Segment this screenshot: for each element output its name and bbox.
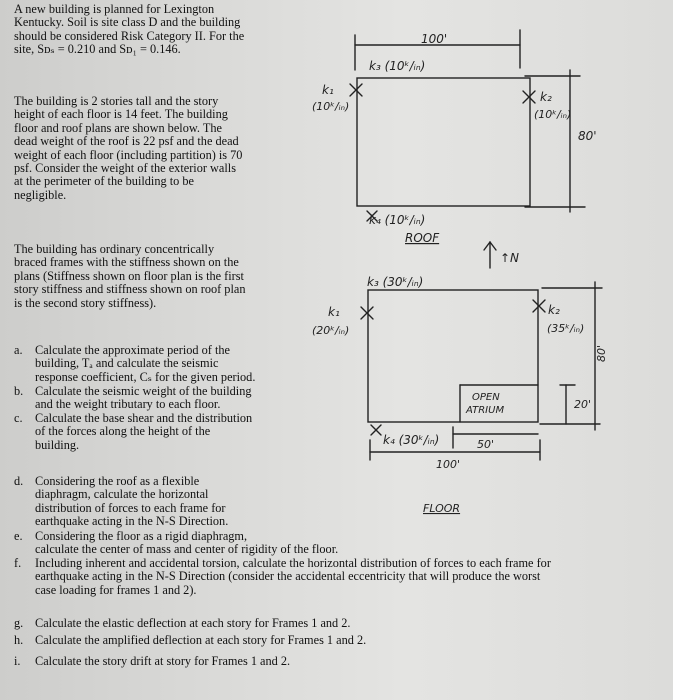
- roof-outline: [357, 78, 530, 206]
- question-letter: c.: [14, 411, 23, 425]
- text-line: Calculate the elastic deflection at each story for Frames 1 and 2.: [35, 616, 351, 630]
- question-letter: d.: [14, 474, 24, 488]
- text-line: Calculate the seismic weight of the building: [35, 384, 252, 398]
- floor-k1-label: k₁: [328, 305, 340, 319]
- k1-mark-icon: [361, 307, 373, 319]
- north-arrow: [484, 242, 496, 268]
- floor-plan-title: FLOOR: [423, 502, 461, 515]
- k2-mark-icon: [533, 300, 545, 312]
- text-line: Including inherent and accidental torsion, calculate the horizontal distribution of forces to each frame for: [35, 556, 551, 570]
- text-line: Considering the floor as a rigid diaphragm,: [35, 529, 248, 543]
- text-line: The building has ordinary concentrically: [14, 242, 215, 256]
- floor-dim-50: 50': [477, 438, 495, 451]
- text-line: story stiffness and stiffness shown on roof plan: [14, 282, 246, 297]
- roof-k3-label: k₃ (10ᵏ/ᵢₙ): [369, 59, 426, 73]
- text-line: building, Tₐ and calculate the seismic: [35, 356, 219, 371]
- text-line: of the forces along the height of the: [35, 424, 211, 439]
- text-line: height of each floor is 14 feet. The building: [14, 107, 228, 122]
- text-line: weight of each floor (including partition) is 70: [14, 147, 243, 162]
- text-line: earthquake acting in the N-S Direction (consider the accidental eccentricity that will produce the worst: [35, 569, 541, 584]
- question-letter: a.: [14, 343, 23, 357]
- text-line: response coefficient, Cₛ for the given period.: [35, 369, 256, 384]
- text-line: negligible.: [14, 187, 67, 202]
- text-line: Calculate the amplified deflection at each story for Frames 1 and 2.: [35, 633, 367, 647]
- text-line: Calculate the base shear and the distribution: [35, 411, 253, 425]
- roof-dim-right: 80': [578, 129, 597, 143]
- atrium-label: OPEN: [472, 392, 500, 403]
- text-line: Calculate the approximate period of the: [35, 343, 230, 357]
- text-line: dead weight of the roof is 22 psf and the dead: [14, 134, 239, 149]
- floor-k1-value: (20ᵏ/ᵢₙ): [312, 324, 350, 337]
- text-line: A new building is planned for Lexington: [14, 2, 215, 16]
- text-line: case loading for frames 1 and 2).: [35, 582, 197, 597]
- question-letter: e.: [14, 529, 23, 543]
- text-line: at the perimeter of the building to be: [14, 174, 194, 189]
- floor-k2-label: k₂: [548, 303, 560, 317]
- roof-k2-label: k₂: [540, 90, 552, 104]
- floor-outline: [368, 290, 538, 422]
- floor-dim-bottom: 100': [436, 458, 461, 471]
- roof-k1-label: k₁: [322, 83, 334, 97]
- text-line: earthquake acting in the N-S Direction.: [35, 514, 229, 529]
- atrium-dim: 20': [574, 398, 592, 411]
- question-letter: b.: [14, 384, 24, 398]
- roof-plan-title: ROOF: [405, 231, 440, 245]
- atrium-label: ATRIUM: [466, 405, 505, 416]
- roof-k4-label: k₄ (10ᵏ/ᵢₙ): [369, 213, 426, 227]
- question-letter: g.: [14, 616, 24, 630]
- roof-k1-value: (10ᵏ/ᵢₙ): [312, 100, 350, 113]
- k4-mark-icon: [371, 425, 381, 435]
- roof-dim-top: 100': [421, 32, 448, 46]
- text-line: The building is 2 stories tall and the story: [14, 94, 219, 108]
- text-line: Kentucky. Soil is site class D and the building: [14, 15, 241, 30]
- text-line: braced frames with the stiffness shown on the: [14, 255, 239, 270]
- text-line: plans (Stiffness shown on floor plan is the first: [14, 268, 244, 283]
- question-letter: i.: [14, 654, 21, 668]
- text-line: and the weight tributary to each floor.: [35, 397, 221, 412]
- floor-k3-label: k₃ (30ᵏ/ᵢₙ): [367, 275, 424, 289]
- text-line: psf. Consider the weight of the exterior walls: [14, 161, 236, 176]
- k2-mark-icon: [523, 91, 535, 103]
- floor-k2-value: (35ᵏ/ᵢₙ): [547, 322, 585, 335]
- floor-k4-label: k₄ (30ᵏ/ᵢₙ): [383, 433, 440, 447]
- k1-mark-icon: [350, 84, 362, 96]
- text-line: floor and roof plans are shown below. The: [14, 120, 222, 135]
- text-line: is the second story stiffness).: [14, 295, 157, 310]
- north-label: ↑N: [500, 251, 520, 265]
- text-line: site, Sᴅₛ = 0.210 and Sᴅ₁ = 0.146.: [14, 42, 181, 57]
- roof-k2-value: (10ᵏ/ᵢₙ): [534, 108, 572, 121]
- question-letter: f.: [14, 556, 22, 570]
- text-line: calculate the center of mass and center of rigidity of the floor.: [35, 542, 339, 557]
- question-letter: h.: [14, 633, 24, 647]
- text-line: Considering the roof as a flexible: [35, 474, 200, 488]
- text-line: should be considered Risk Category II. For the: [14, 28, 245, 43]
- floor-dim-right: 80': [595, 344, 608, 362]
- text-line: Calculate the story drift at story for Frames 1 and 2.: [35, 654, 291, 668]
- text-line: diaphragm, calculate the horizontal: [35, 487, 209, 502]
- text-line: building.: [35, 437, 80, 452]
- text-line: distribution of forces to each frame for: [35, 500, 226, 515]
